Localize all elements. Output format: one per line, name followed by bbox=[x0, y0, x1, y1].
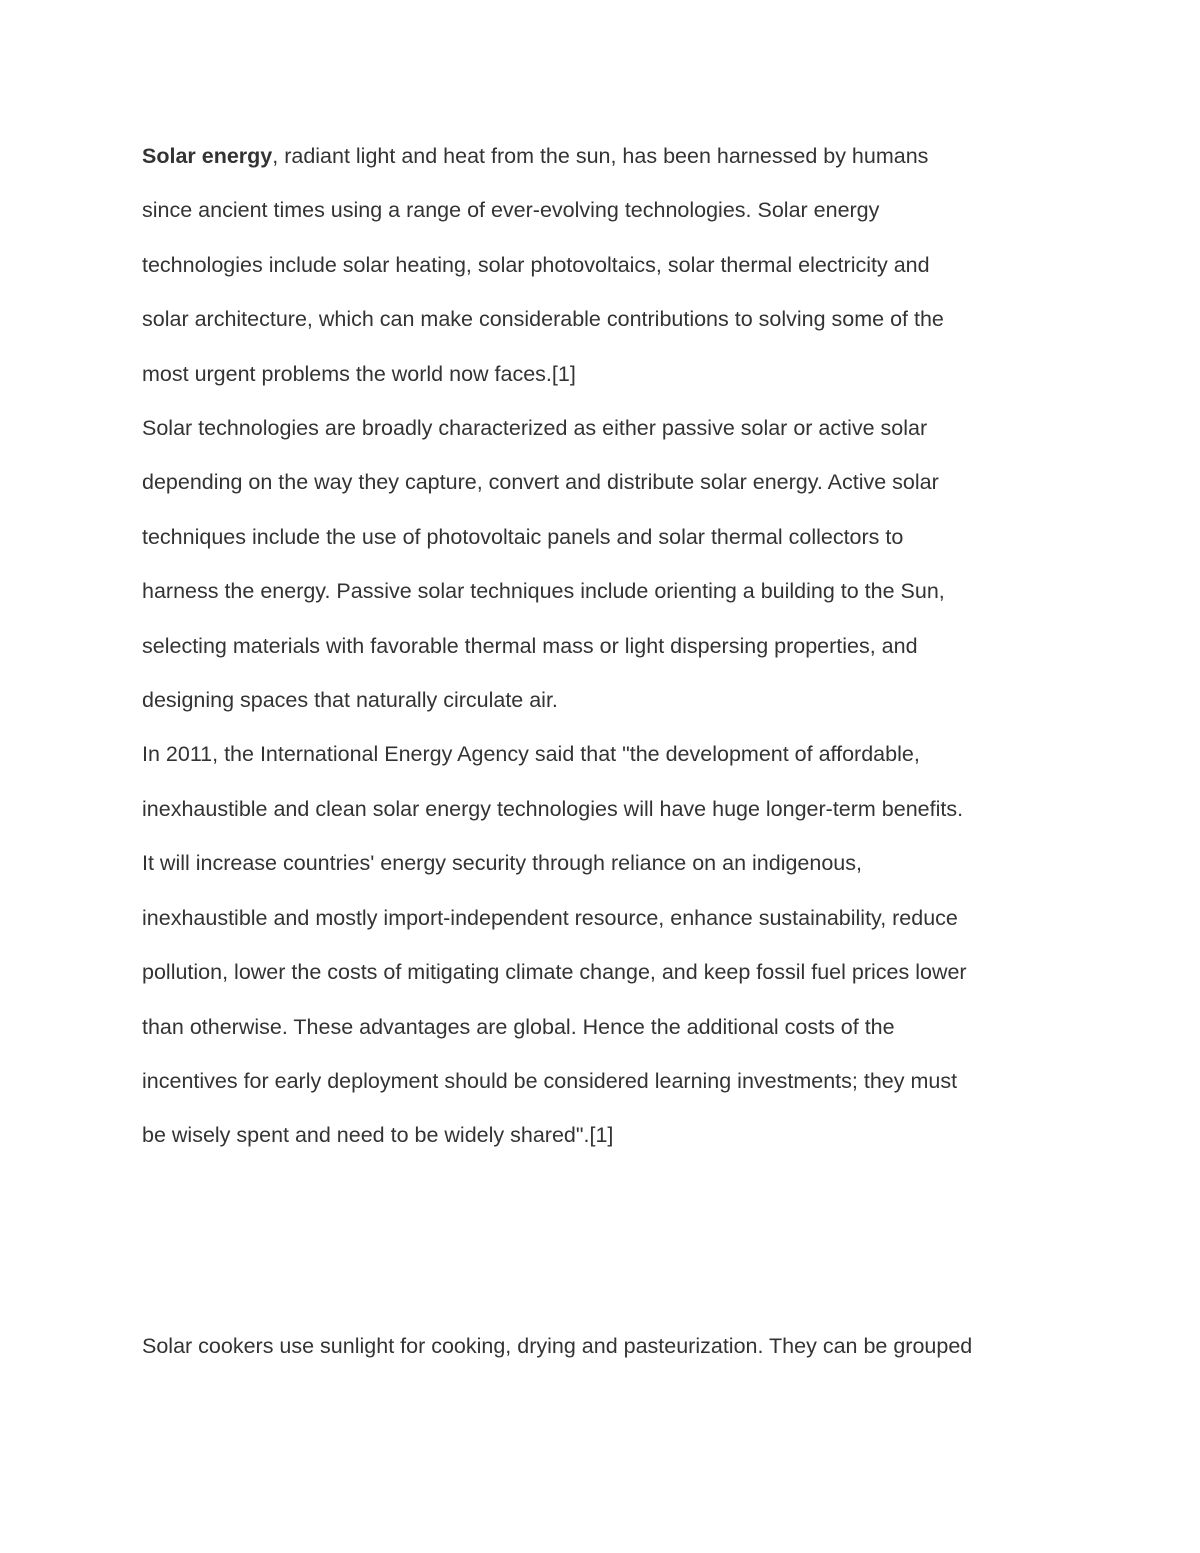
bold-term: Solar energy bbox=[142, 144, 273, 168]
passive-active-paragraph: Solar technologies are broadly characterized as either passive solar or active solar depending on the way they capture, convert and distribute solar energy. Active solar techniques include the use of photovoltaic panels and solar thermal collectors to harness the energy. Passive solar techniques include orienting a building to the Sun, selecting materials with favorable thermal mass or light dispersing properties, and designing spaces that naturally circulate air. bbox=[142, 416, 945, 713]
intro-paragraph-text: , radiant light and heat from the sun, has been harnessed by humans since ancient times using a range of ever-evolving technologies. Solar energy technologies include solar heating, solar photovoltaics, solar thermal electricity and solar architecture, which can make considerable contributions to solving some of the most urgent problems the world now faces.[1] bbox=[142, 144, 944, 386]
solar-cookers-paragraph: Solar cookers use sunlight for cooking, drying and pasteurization. They can be grouped bbox=[142, 1334, 973, 1358]
iea-quote-paragraph: In 2011, the International Energy Agency said that "the development of affordable, inexhaustible and clean solar energy technologies will have huge longer-term benefits. It will increase countries' energy security through reliance on an indigenous, inexhaustible and mostly import-independent resource, enhance sustainability, reduce pollution, lower the costs of mitigating climate change, and keep fossil fuel prices lower than otherwise. These advantages are global. Hence the additional costs of the incentives for early deployment should be considered learning investments; they must be wisely spent and need to be widely shared".[1] bbox=[142, 742, 967, 1148]
body-text bbox=[142, 129, 1054, 1163]
